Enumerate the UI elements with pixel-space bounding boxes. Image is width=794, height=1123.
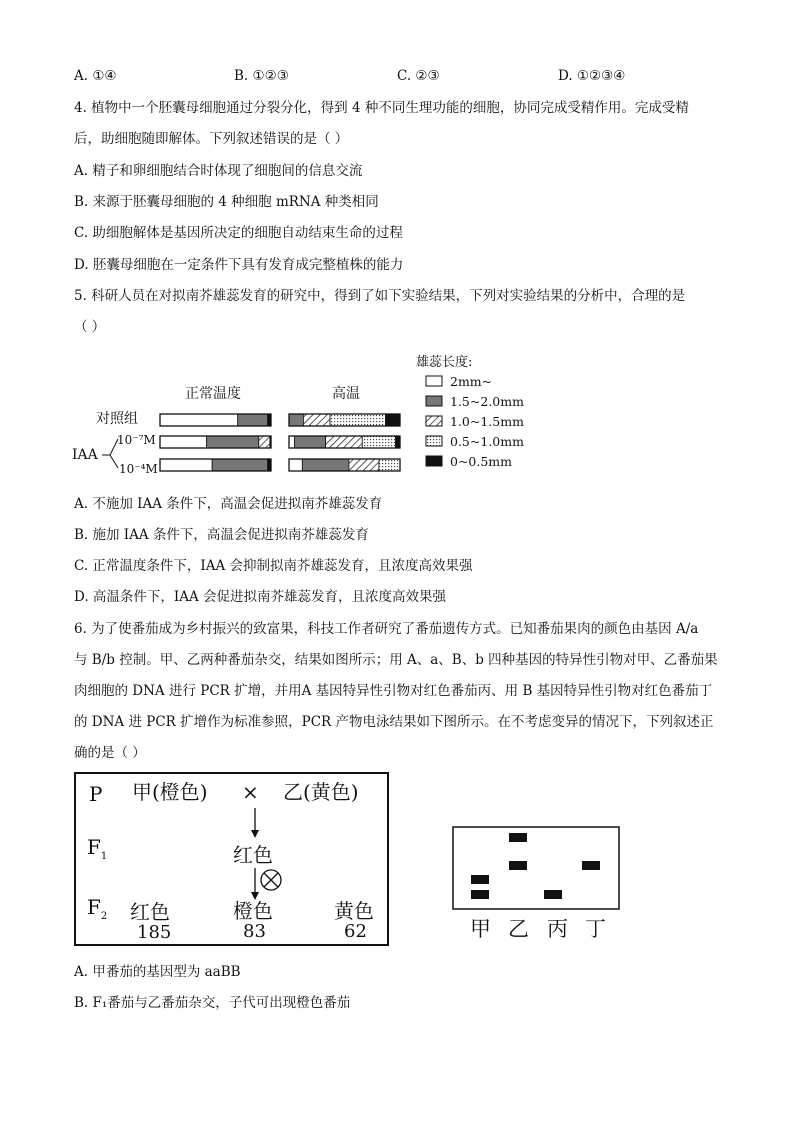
lane-ding: 丁 — [585, 917, 606, 941]
parent-jia: 甲(橙色) — [132, 780, 208, 804]
col-normal-label: 正常温度 — [185, 386, 241, 402]
q6-stem-line5: 确的是（ ） — [74, 745, 146, 761]
legend-swatch-1 — [426, 396, 442, 406]
lane-bing: 丙 — [547, 917, 568, 941]
bar-segment-5-2 — [349, 459, 379, 471]
legend-swatch-4 — [426, 456, 442, 466]
gel-diagram — [452, 826, 622, 944]
lane-yi: 乙 — [508, 917, 529, 941]
f1-result: 红色 — [233, 843, 273, 867]
q4-option-b: B. 来源于胚囊母细胞的 4 种细胞 mRNA 种类相同 — [74, 194, 379, 210]
f2-label: $F_2$ — [87, 895, 108, 922]
q6-stem-line1: 6. 为了使番茄成为乡村振兴的致富果，科技工作者研究了番茄遗传方式。已知番茄果肉的颜色由基因 A/a — [74, 621, 699, 637]
bar-segment-4-4 — [396, 436, 400, 448]
f2-orange-count: 83 — [243, 921, 266, 942]
f2-yellow-count: 62 — [344, 921, 367, 942]
legend-label-2: 1.0~1.5mm — [450, 414, 524, 429]
bar-segment-0-1 — [238, 414, 268, 426]
bar-segment-3-2 — [303, 414, 330, 426]
cross-symbol: × — [242, 780, 259, 804]
bar-segment-0-0 — [160, 414, 238, 426]
bar-segment-4-2 — [326, 436, 363, 448]
legend-group — [426, 374, 524, 469]
option-d: D. ①②③④ — [558, 68, 626, 84]
f2-orange: 橙色 — [233, 899, 273, 923]
bar-segment-1-1 — [207, 436, 259, 448]
bar-segment-1-2 — [259, 436, 270, 448]
band-bing — [544, 890, 562, 899]
row-iaa-label: IAA — [72, 447, 98, 463]
q6-stem-line3: 肉细胞的 DNA 进行 PCR 扩增，并用A 基因特异性引物对红色番茄丙、用 B 基因特异性引物对红色番茄丁 — [74, 683, 713, 699]
legend-title: 雄蕊长度: — [416, 355, 473, 370]
q4-option-a: A. 精子和卵细胞结合时体现了细胞间的信息交流 — [74, 163, 363, 179]
bars-group — [160, 414, 400, 471]
bar-segment-4-3 — [362, 436, 395, 448]
bar-segment-3-1 — [289, 414, 303, 426]
bar-segment-1-0 — [160, 436, 207, 448]
q4-stem-line2: 后，助细胞随即解体。下列叙述错误的是（ ） — [74, 131, 349, 147]
q5-option-b: B. 施加 IAA 条件下，高温会促进拟南芥雄蕊发育 — [74, 527, 369, 543]
legend-label-4: 0~0.5mm — [450, 454, 513, 469]
band-yi-top — [509, 833, 527, 842]
f1-label: $F_1$ — [87, 835, 108, 862]
bar-segment-3-3 — [330, 414, 386, 426]
conc-high-label: 10⁻⁴M — [119, 462, 158, 476]
bar-segment-5-1 — [302, 459, 349, 471]
bar-segment-2-0 — [160, 459, 212, 471]
legend-swatch-2 — [426, 416, 442, 426]
option-c: C. ②③ — [397, 68, 440, 84]
legend-label-0: 2mm~ — [450, 374, 493, 389]
q5-option-c: C. 正常温度条件下，IAA 会抑制拟南芥雄蕊发育，且浓度高效果强 — [74, 558, 473, 574]
q6-stem-line2: 与 B/b 控制。甲、乙两种番茄杂交，结果如图所示；用 A、a、B、b 四种基因的特异性引物对甲、乙番茄果 — [74, 652, 718, 668]
legend-swatch-3 — [426, 436, 442, 446]
bar-segment-5-0 — [289, 459, 302, 471]
arrow-p-f1-head — [251, 830, 259, 838]
q6-option-a: A. 甲番茄的基因型为 aaBB — [74, 964, 241, 980]
legend-label-1: 1.5~2.0mm — [450, 394, 524, 409]
band-jia-upper — [471, 875, 489, 884]
legend-label-3: 0.5~1.0mm — [450, 434, 524, 449]
band-jia-lower — [471, 890, 489, 899]
row-control-label: 对照组 — [96, 411, 138, 427]
parent-yi: 乙(黄色) — [283, 780, 359, 804]
lane-jia: 甲 — [470, 917, 491, 941]
bar-segment-4-1 — [295, 436, 326, 448]
q4-stem-line1: 4. 植物中一个胚囊母细胞通过分裂分化，得到 4 种不同生理功能的细胞，协同完成受精作用。完成受精 — [74, 100, 689, 116]
legend-swatch-0 — [426, 376, 442, 386]
f2-yellow: 黄色 — [334, 899, 374, 923]
q5-option-d: D. 高温条件下，IAA 会促进拟南芥雄蕊发育，且浓度高效果强 — [74, 589, 447, 605]
conc-low-label: 10⁻⁷M — [117, 433, 156, 447]
f2-red: 红色 — [130, 900, 170, 924]
iaa-bracket-lower — [110, 455, 118, 468]
q5-option-a: A. 不施加 IAA 条件下，高温会促进拟南芥雄蕊发育 — [74, 496, 383, 512]
bar-segment-3-4 — [386, 414, 400, 426]
q4-option-c: C. 助细胞解体是基因所决定的细胞自动结束生命的过程 — [74, 225, 403, 241]
col-high-label: 高温 — [332, 386, 360, 402]
bar-segment-4-0 — [289, 436, 295, 448]
f2-red-count: 185 — [137, 922, 172, 943]
stamen-length-chart — [70, 346, 540, 480]
p-label: P — [89, 782, 103, 806]
cross-diagram — [74, 772, 390, 948]
option-a: A. ①④ — [74, 68, 117, 84]
band-yi-mid — [509, 861, 527, 870]
bar-segment-5-3 — [379, 459, 400, 471]
q5-stem-line1: 5. 科研人员在对拟南芥雄蕊发育的研究中，得到了如下实验结果，下列对实验结果的分析中，合理的是 — [74, 288, 686, 304]
q4-option-d: D. 胚囊母细胞在一定条件下具有发育成完整植株的能力 — [74, 257, 404, 273]
bar-segment-2-1 — [212, 459, 267, 471]
band-ding — [582, 861, 600, 870]
q6-stem-line4: 的 DNA 进 PCR 扩增作为标准参照，PCR 产物电泳结果如下图所示。在不考虑变异的情况下，下列叙述正 — [74, 714, 714, 730]
q6-option-b: B. F₁番茄与乙番茄杂交，子代可出现橙色番茄 — [74, 995, 351, 1011]
option-b: B. ①②③ — [234, 68, 289, 84]
q5-stem-line2: （ ） — [74, 319, 106, 335]
